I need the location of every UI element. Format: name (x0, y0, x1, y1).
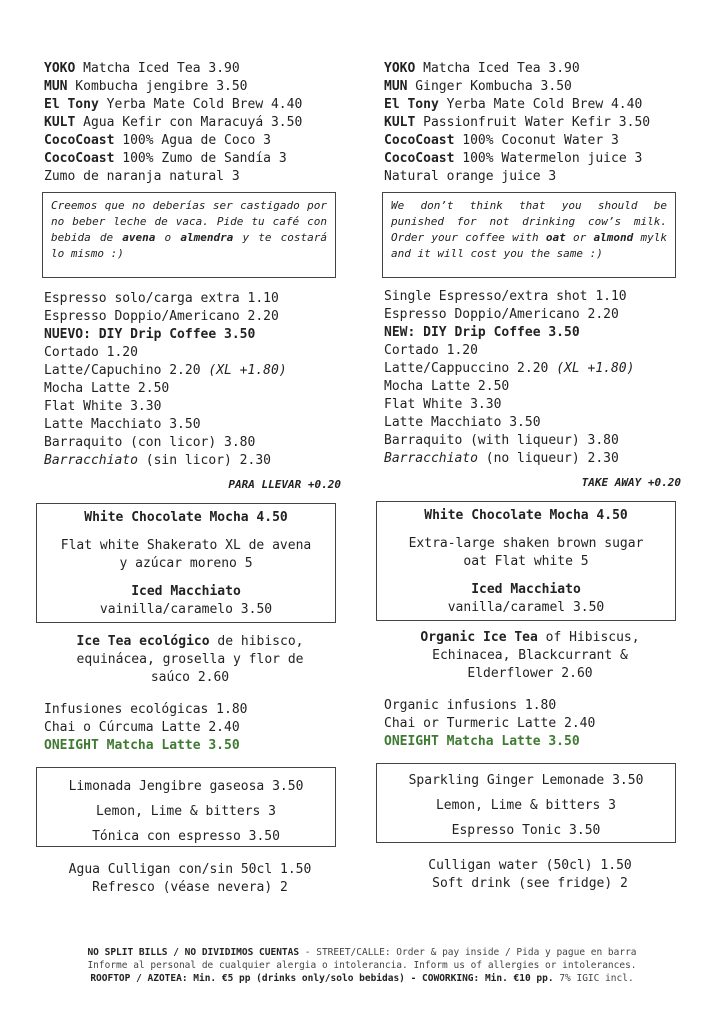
list-item: Refresco (véase nevera) 2 (92, 880, 288, 895)
list-item: YOKO Matcha Iced Tea 3.90 (44, 61, 240, 76)
specials-box (36, 503, 336, 623)
cold-drinks-list (44, 60, 336, 186)
list-item: Flat White 3.30 (384, 397, 502, 412)
list-item: Flat White 3.30 (44, 399, 162, 414)
list-item: Espresso solo/carga extra 1.10 (44, 291, 279, 306)
water-list (384, 857, 676, 893)
list-item: MUN Ginger Kombucha 3.50 (384, 79, 572, 94)
list-item: Lemon, Lime & bitters 3 (95, 804, 276, 819)
special-description: vanilla/caramel 3.50 (447, 600, 605, 615)
plant-milk-note: Creemos que no deberías ser castigado por no beber leche de vaca. Pide tu café con bebida de avena o almendra y te costará lo mismo :) (42, 192, 336, 278)
takeaway-surcharge: PARA LLEVAR +0.20 (228, 478, 341, 491)
takeaway-surcharge: TAKE AWAY +0.20 (581, 476, 681, 489)
list-item: CocoCoast 100% Coconut Water 3 (384, 133, 619, 148)
list-item: Latte Macchiato 3.50 (384, 415, 541, 430)
list-item: KULT Agua Kefir con Maracuyá 3.50 (44, 115, 303, 130)
list-item: Latte/Cappuccino 2.20 (XL +1.80) (384, 361, 635, 376)
infusions-list (44, 701, 336, 755)
special-title: Iced Macchiato (471, 582, 581, 597)
specials-box (376, 501, 676, 621)
list-item: Culligan water (50cl) 1.50 (428, 858, 632, 873)
menu-column-english (384, 60, 681, 893)
special-title: White Chocolate Mocha 4.50 (424, 508, 628, 523)
water-list (44, 861, 336, 897)
menu-column-spanish (44, 60, 341, 897)
list-item: Espresso Doppio/Americano 2.20 (384, 307, 619, 322)
list-item: Sparkling Ginger Lemonade 3.50 (408, 773, 644, 788)
list-item: KULT Passionfruit Water Kefir 3.50 (384, 115, 651, 130)
list-item: Soft drink (see fridge) 2 (432, 876, 628, 891)
list-item: Organic infusions 1.80 (384, 698, 557, 713)
list-item: Barraquito (con licor) 3.80 (44, 435, 256, 450)
special-description: Extra-large shaken brown sugar oat Flat white 5 (408, 536, 644, 569)
list-item: Latte/Capuchino 2.20 (XL +1.80) (44, 363, 287, 378)
sparkling-box (376, 763, 676, 843)
list-item: Limonada Jengibre gaseosa 3.50 (68, 779, 304, 794)
coffee-list (44, 290, 336, 470)
list-item: Natural orange juice 3 (384, 169, 557, 184)
list-item: Single Espresso/extra shot 1.10 (384, 289, 627, 304)
list-item: CocoCoast 100% Zumo de Sandía 3 (44, 151, 287, 166)
coffee-list (384, 288, 676, 468)
list-item: NUEVO: DIY Drip Coffee 3.50 (44, 327, 256, 342)
list-item: MUN Kombucha jengibre 3.50 (44, 79, 248, 94)
list-item: Barraquito (with liqueur) 3.80 (384, 433, 619, 448)
list-item: Lemon, Lime & bitters 3 (435, 798, 616, 813)
footer-notice: NO SPLIT BILLS / NO DIVIDIMOS CUENTAS - STREET/CALLE: Order & pay inside / Pida y pague en barra Informe al personal de cualquier alergia o intolerancia. Inform us of allergies or intolerances. ROOFTOP / AZOTEA: Min. €5 pp (drinks only/solo bebidas) - COWORKING: Min. €10 pp. 7% IGIC incl. (87, 947, 637, 984)
list-item: Agua Culligan con/sin 50cl 1.50 (68, 862, 312, 877)
list-item: Infusiones ecológicas 1.80 (44, 702, 248, 717)
list-item: El Tony Yerba Mate Cold Brew 4.40 (44, 97, 303, 112)
list-item: CocoCoast 100% Watermelon juice 3 (384, 151, 643, 166)
list-item: Mocha Latte 2.50 (384, 379, 510, 394)
list-item: CocoCoast 100% Agua de Coco 3 (44, 133, 271, 148)
plant-milk-note: We don’t think that you should be punished for not drinking cow’s milk. Order your coffee with oat or almond mylk and it will cost you the same :) (382, 192, 676, 278)
list-item: ONEIGHT Matcha Latte 3.50 (44, 738, 240, 753)
list-item: Mocha Latte 2.50 (44, 381, 170, 396)
sparkling-box (36, 767, 336, 847)
list-item: Latte Macchiato 3.50 (44, 417, 201, 432)
list-item: Espresso Tonic 3.50 (451, 823, 601, 838)
list-item: NEW: DIY Drip Coffee 3.50 (384, 325, 580, 340)
ice-tea-item: Organic Ice Tea of Hibiscus, Echinacea, Blackcurrant & Elderflower 2.60 (420, 630, 640, 681)
list-item: Cortado 1.20 (384, 343, 478, 358)
list-item: Chai o Cúrcuma Latte 2.40 (44, 720, 240, 735)
list-item: YOKO Matcha Iced Tea 3.90 (384, 61, 580, 76)
list-item: ONEIGHT Matcha Latte 3.50 (384, 734, 580, 749)
infusions-list (384, 697, 676, 751)
special-title: White Chocolate Mocha 4.50 (84, 510, 288, 525)
cold-drinks-list (384, 60, 676, 186)
special-description: vainilla/caramelo 3.50 (99, 602, 273, 617)
list-item: Zumo de naranja natural 3 (44, 169, 240, 184)
list-item: El Tony Yerba Mate Cold Brew 4.40 (384, 97, 643, 112)
list-item: Barracchiato (no liqueur) 2.30 (384, 451, 619, 466)
special-title: Iced Macchiato (131, 584, 241, 599)
special-description: Flat white Shakerato XL de avena y azúcar moreno 5 (60, 538, 312, 571)
list-item: Espresso Doppio/Americano 2.20 (44, 309, 279, 324)
list-item: Cortado 1.20 (44, 345, 138, 360)
list-item: Barracchiato (sin licor) 2.30 (44, 453, 271, 468)
ice-tea-item: Ice Tea ecológico de hibisco, equinácea, grosella y flor de saúco 2.60 (76, 634, 304, 685)
list-item: Tónica con espresso 3.50 (92, 829, 280, 844)
list-item: Chai or Turmeric Latte 2.40 (384, 716, 596, 731)
